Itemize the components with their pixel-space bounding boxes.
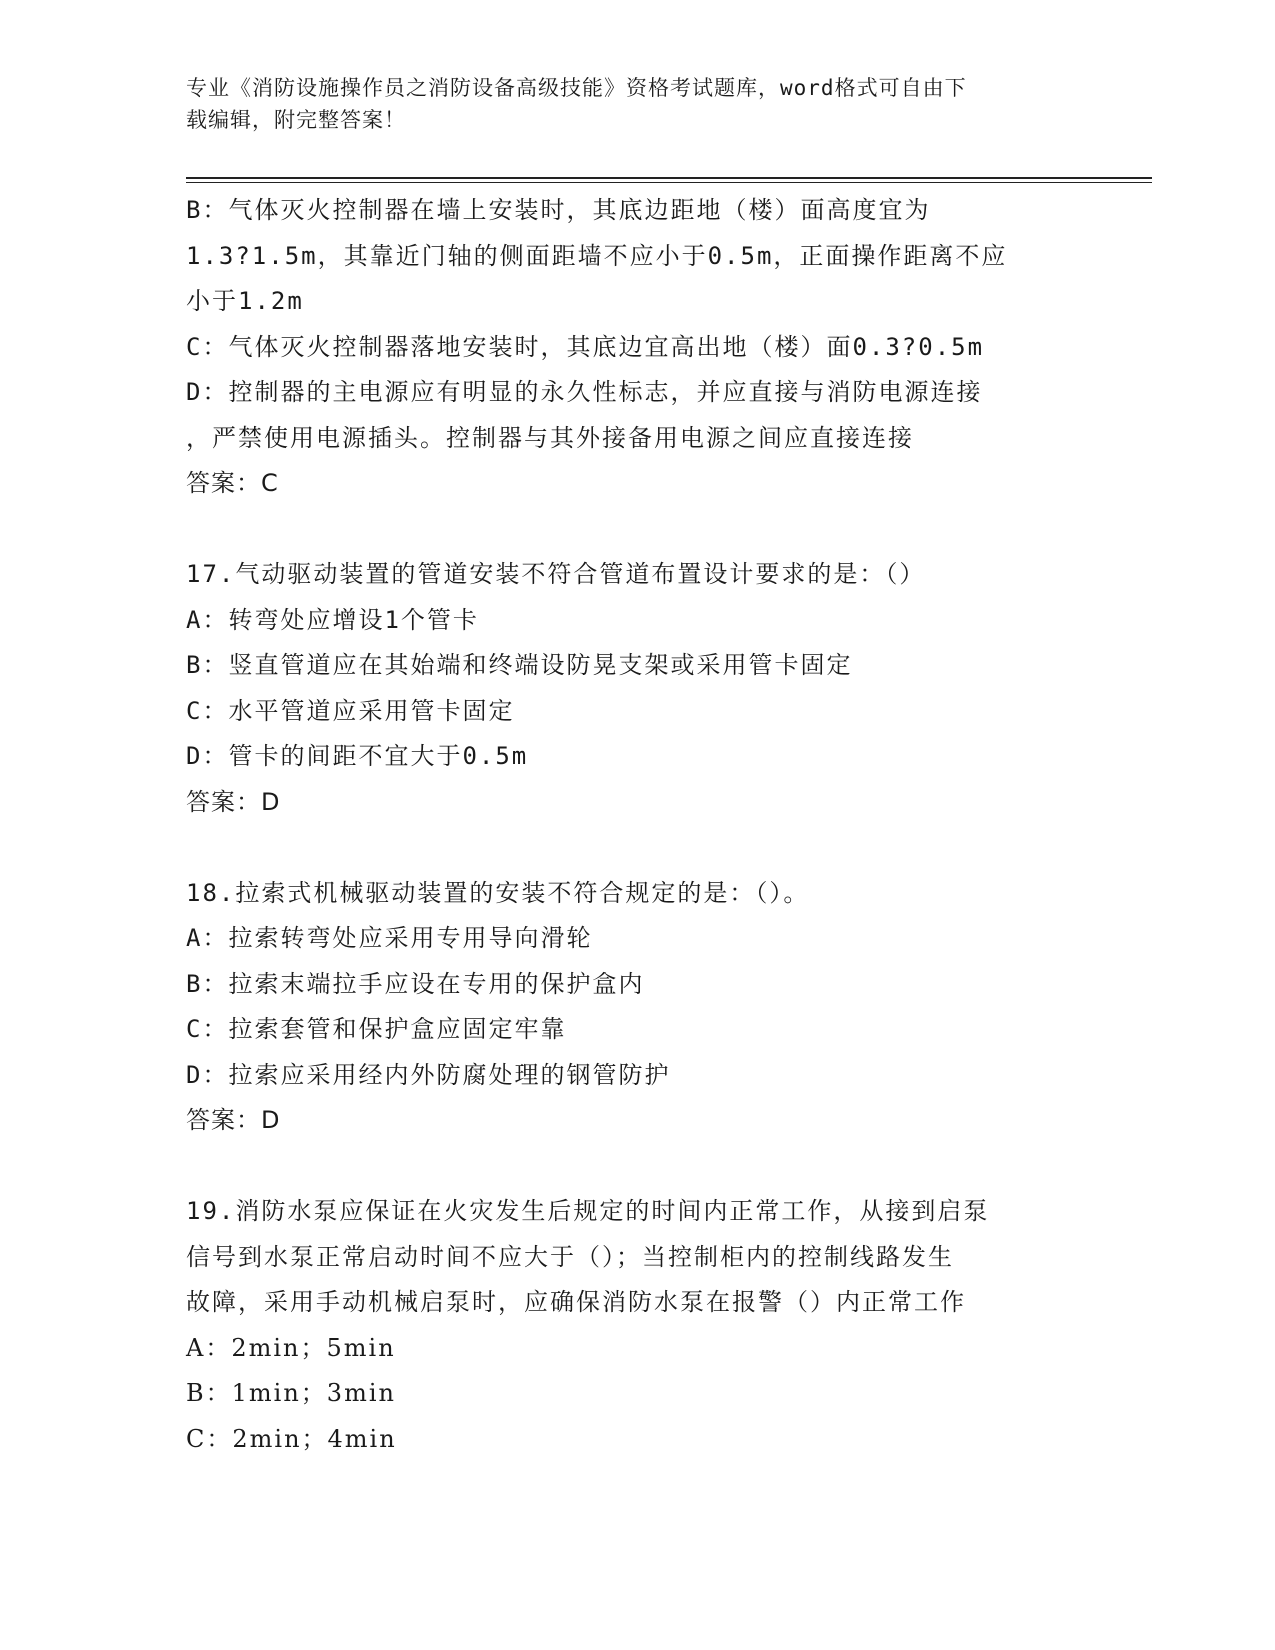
option-a: A：拉索转弯处应采用专用导向滑轮 [186,924,593,952]
option-c: C：水平管道应采用管卡固定 [186,696,515,725]
option-c: C：2min；4min [186,1424,397,1453]
option-b: B：拉索末端拉手应设在专用的保护盒内 [186,969,645,998]
header-line-2: 载编辑，附完整答案！ [186,108,406,132]
question-stem: 18.拉索式机械驱动装置的安装不符合规定的是：（）。 [186,878,810,907]
option-d-line-2: ，严禁使用电源插头。控制器与其外接备用电源之间应直接连接 [186,423,914,452]
option-d: D：管卡的间距不宜大于0.5m [186,742,529,770]
spacer [186,825,1086,871]
answer: 答案：C [186,469,279,497]
option-d-line-1: D：控制器的主电源应有明显的永久性标志，并应直接与消防电源连接 [186,378,983,406]
option-c: C：拉索套管和保护盒应固定牢靠 [186,1015,567,1043]
question-17 [186,552,1086,825]
question-stem-line-1: 19.消防水泵应保证在火灾发生后规定的时间内正常工作，从接到启泵 [186,1197,990,1225]
question-stem: 17.气动驱动装置的管道安装不符合管道布置设计要求的是：（） [186,560,926,588]
question-19 [186,1189,1086,1462]
page-header [186,72,1066,136]
option-b: B：竖直管道应在其始端和终端设防晃支架或采用管卡固定 [186,651,853,679]
header-divider-thin [186,182,1152,183]
header-line-1: 专业《消防设施操作员之消防设备高级技能》资格考试题库，word格式可自由下 [186,76,967,100]
answer: 答案：D [186,1106,281,1134]
question-stem-line-3: 故障，采用手动机械启泵时，应确保消防水泵在报警（）内正常工作 [186,1288,966,1316]
option-b-line-2: 1.3?1.5m，其靠近门轴的侧面距墙不应小于0.5m，正面操作距离不应 [186,241,1008,270]
question-content [186,188,1086,1462]
question-stem-line-2: 信号到水泵正常启动时间不应大于（）；当控制柜内的控制线路发生 [186,1242,954,1271]
spacer [186,507,1086,553]
header-divider-thick [186,177,1152,179]
option-c: C：气体灭火控制器落地安装时，其底边宜高出地（楼）面0.3?0.5m [186,332,985,361]
answer: 答案：D [186,787,281,816]
option-d: D：拉索应采用经内外防腐处理的钢管防护 [186,1060,671,1089]
option-b-line-1: B：气体灭火控制器在墙上安装时，其底边距地（楼）面高度宜为 [186,196,931,224]
option-a: A：转弯处应增设1个管卡 [186,605,479,634]
question-18 [186,871,1086,1144]
option-b-line-3: 小于1.2m [186,287,304,315]
spacer [186,1144,1086,1190]
option-b: B：1min；3min [186,1379,396,1407]
option-a: A：2min；5min [186,1333,396,1362]
question-prev [186,188,1086,507]
